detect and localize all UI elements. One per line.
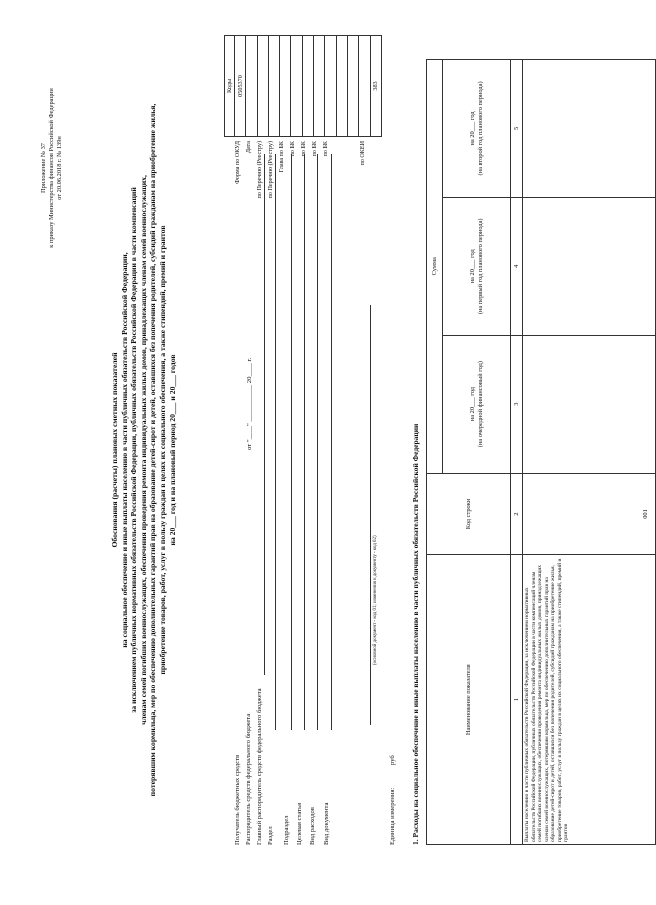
document-type-note: (основной документ - код 01; изменения к документу - код 02) [373, 535, 378, 665]
label-reestr-2: по Перечню (Реестру) [268, 141, 274, 199]
code-blank-1[interactable] [336, 36, 347, 137]
code-bk-chapter[interactable] [280, 36, 291, 137]
col-header-year-2-note: (на первый год планового периода) [476, 218, 484, 315]
code-blank-3[interactable] [359, 36, 370, 137]
document-title [110, 55, 177, 845]
document-date: от "____" ___________ 20____ г. [246, 357, 253, 450]
units-label: Единица измерения: [389, 787, 396, 845]
col-header-year-2 [443, 197, 511, 335]
section-line[interactable] [275, 154, 276, 730]
col-header-name: Наименование показателя [427, 555, 511, 845]
column-numbers-row [511, 60, 523, 845]
label-bk-1: по БК [290, 141, 296, 157]
code-reestr-1[interactable] [257, 36, 268, 137]
expenses-table [426, 59, 656, 845]
expense-type-line[interactable] [317, 154, 318, 730]
row-001-year-2-value[interactable] [523, 197, 656, 335]
units-value: руб [389, 755, 396, 765]
code-reestr-2[interactable] [268, 36, 279, 137]
col-number-5: 5 [511, 60, 523, 198]
document-type-line[interactable] [331, 154, 332, 730]
code-okud[interactable]: 0505370 [235, 36, 246, 137]
label-bk-2: по БК [301, 141, 307, 157]
col-header-year-3-note: (на второй год планового периода) [476, 81, 484, 176]
label-bk-4: по БК [323, 141, 329, 157]
col-header-year-1-note: (на очередной финансовый год) [476, 360, 484, 448]
label-bk-3: по БК [312, 141, 318, 157]
col-number-3: 3 [511, 335, 523, 473]
label-okei: по ОКЕИ [360, 141, 366, 166]
field-expense-type: Вид расходов [309, 807, 316, 845]
document-note-line [370, 305, 371, 725]
code-bk-4[interactable] [325, 36, 336, 137]
label-okud: Форма по ОКУД [235, 141, 241, 184]
code-blank-2[interactable] [347, 36, 358, 137]
code-okei[interactable]: 383 [370, 36, 381, 137]
title-line-6: приобретение товаров, работ, услуг в пользу граждан в целях их социального обеспечения, а также стипендий, премий и грантов [157, 225, 167, 675]
chief-manager-line[interactable] [264, 154, 265, 675]
col-header-year-1-label: на 20___ год [468, 387, 476, 422]
target-item-line[interactable] [304, 154, 305, 730]
row-001-year-3-value[interactable] [523, 60, 656, 198]
col-header-year-3 [443, 60, 511, 198]
codes-header: Коды [225, 36, 235, 137]
col-number-2: 2 [511, 473, 523, 555]
code-date[interactable] [246, 36, 257, 137]
field-recipient: Получатель бюджетных средств [234, 754, 241, 845]
table-row [523, 60, 656, 845]
field-chief-manager: Главный распорядитель средств федерального бюджета [256, 688, 263, 845]
col-header-sum: Сумма [427, 60, 443, 474]
title-line-3: за исключением публичных нормативных обязательств Российской Федерации, публичных обязательств Российской Федерации в части компенсаций [129, 187, 139, 713]
title-line-4: членам семей погибших военнослужащих, обеспечения проведения ремонта индивидуальных жилых домов, принадлежащих членам семей военнослужащих, [138, 175, 148, 725]
code-bk-1[interactable] [291, 36, 302, 137]
appendix-date: от 20.06.2018 г. № 139н [56, 136, 64, 200]
section-1-heading: 1. Расходы на социальное обеспечение и иные выплаты населению в части публичных обязательств Российской Федерации [411, 423, 420, 845]
row-001-year-1-value[interactable] [523, 335, 656, 473]
title-line-2: на социальное обеспечение и иные выплаты населению в части публичных обязательств Российской Федерации, [119, 252, 129, 648]
code-bk-3[interactable] [314, 36, 325, 137]
field-section: Раздел [267, 826, 274, 845]
label-reestr-1: по Перечню (Реестру) [257, 141, 263, 199]
field-subsection: Подраздел [283, 815, 290, 845]
row-001-code: 001 [523, 473, 656, 555]
col-header-code: Код строки [427, 473, 511, 555]
appendix-order: к приказу Министерства финансов Российской Федерации [48, 88, 56, 248]
codes-table [224, 35, 382, 137]
field-document-type: Вид документа [323, 802, 330, 845]
col-header-year-3-label: на 20___ год [468, 111, 476, 146]
appendix-number: Приложение № 37 [40, 143, 47, 193]
col-number-4: 4 [511, 197, 523, 335]
row-001-name: Выплаты населению в части публичных обязательств Российской Федерации, за исключением нормативных обязательств Российской Федерации, публичных обязательств Российской Федерации в части компенсаций членам семей погибших военнослужащих, обеспечения проведения ремонта индивидуальных жилых домов, принадлежащих членам семей военнослужащих, потерявшим кормильца, мер по обеспечению дополнительных гарантий прав на образование детей-сирот и детей, оставшихся без попечения родителей, субсидий гражданам на приобретение жилья, приобретение товаров, работ, услуг в пользу граждан в целях их социального обеспечения, а также стипендий, премий и грантов [523, 555, 656, 845]
appendix-reference [40, 18, 65, 318]
title-line-5: потерявшим кормильца, мер по обеспечению дополнительных гарантий прав на образование детей-сирот и детей, оставшихся без попечения родителей, субсидий гражданам на приобретение жилья, [148, 103, 158, 797]
label-date: Дата [246, 141, 252, 154]
title-period: на 20___ год и на плановый период 20___ и 20___ годов [167, 354, 177, 546]
subsection-line[interactable] [291, 154, 292, 730]
label-bk-chapter: Глава по БК [279, 141, 285, 173]
title-line-1: Обоснования (расчеты) плановых сметных показателей [110, 352, 119, 548]
col-number-1: 1 [511, 555, 523, 845]
col-header-year-1 [443, 335, 511, 473]
field-target-item: Целевая статья [296, 802, 303, 845]
col-header-year-2-label: на 20___ год [468, 249, 476, 284]
code-bk-2[interactable] [302, 36, 313, 137]
field-manager: Распорядитель средств федерального бюджета [245, 713, 252, 845]
